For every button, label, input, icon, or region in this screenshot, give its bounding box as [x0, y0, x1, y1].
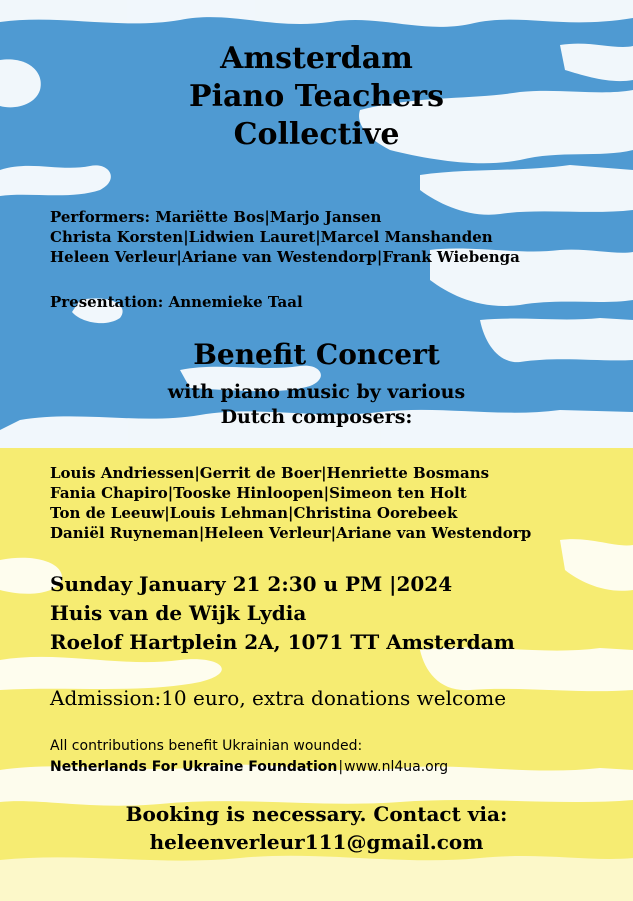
booking-info [0, 800, 633, 856]
booking-email[interactable]: heleenverleur111@gmail.com [149, 830, 484, 854]
event-venue: Huis van de Wijk Lydia [50, 601, 307, 625]
composers-line: Ton de Leeuw|Louis Lehman|Christina Oorebeek [50, 504, 458, 522]
title-line: Piano Teachers [189, 79, 444, 114]
performers-line: Heleen Verleur|Ariane van Westendorp|Frank Wiebenga [50, 248, 520, 266]
concert-subtitle-line: Dutch composers: [220, 406, 413, 428]
contributions-line: All contributions benefit Ukrainian wounded: [50, 738, 363, 754]
title-line: Collective [233, 117, 400, 152]
website-link[interactable]: www.nl4ua.org [344, 759, 449, 775]
composers-line: Louis Andriessen|Gerrit de Boer|Henriette Bosmans [50, 464, 490, 482]
performers-list [50, 207, 520, 267]
concert-subtitle-line: with piano music by various [167, 381, 466, 403]
event-details [50, 570, 515, 657]
contributions-info [50, 736, 448, 778]
admission-info: Admission:10 euro, extra donations welcome [50, 686, 507, 710]
composers-line: Daniël Ruyneman|Heleen Verleur|Ariane van Westendorp [50, 524, 532, 542]
collective-title [0, 40, 633, 154]
presentation: Presentation: Annemieke Taal [50, 293, 303, 311]
title-line: Amsterdam [220, 41, 413, 76]
performers-line: Christa Korsten|Lidwien Lauret|Marcel Manshanden [50, 228, 493, 246]
separator: | [338, 759, 344, 775]
booking-line: Booking is necessary. Contact via: [125, 802, 508, 826]
event-date: Sunday January 21 2:30 u PM |2024 [50, 572, 453, 596]
foundation-name: Netherlands For Ukraine Foundation [50, 759, 338, 775]
composers-line: Fania Chapiro|Tooske Hinloopen|Simeon ten Holt [50, 484, 467, 502]
performers-line: Performers: Mariëtte Bos|Marjo Jansen [50, 208, 382, 226]
composers-list [50, 463, 531, 543]
foundation-line [50, 757, 448, 778]
event-address: Roelof Hartplein 2A, 1071 TT Amsterdam [50, 630, 515, 654]
concert-subtitle [0, 380, 633, 430]
concert-heading: Benefit Concert [193, 338, 440, 371]
